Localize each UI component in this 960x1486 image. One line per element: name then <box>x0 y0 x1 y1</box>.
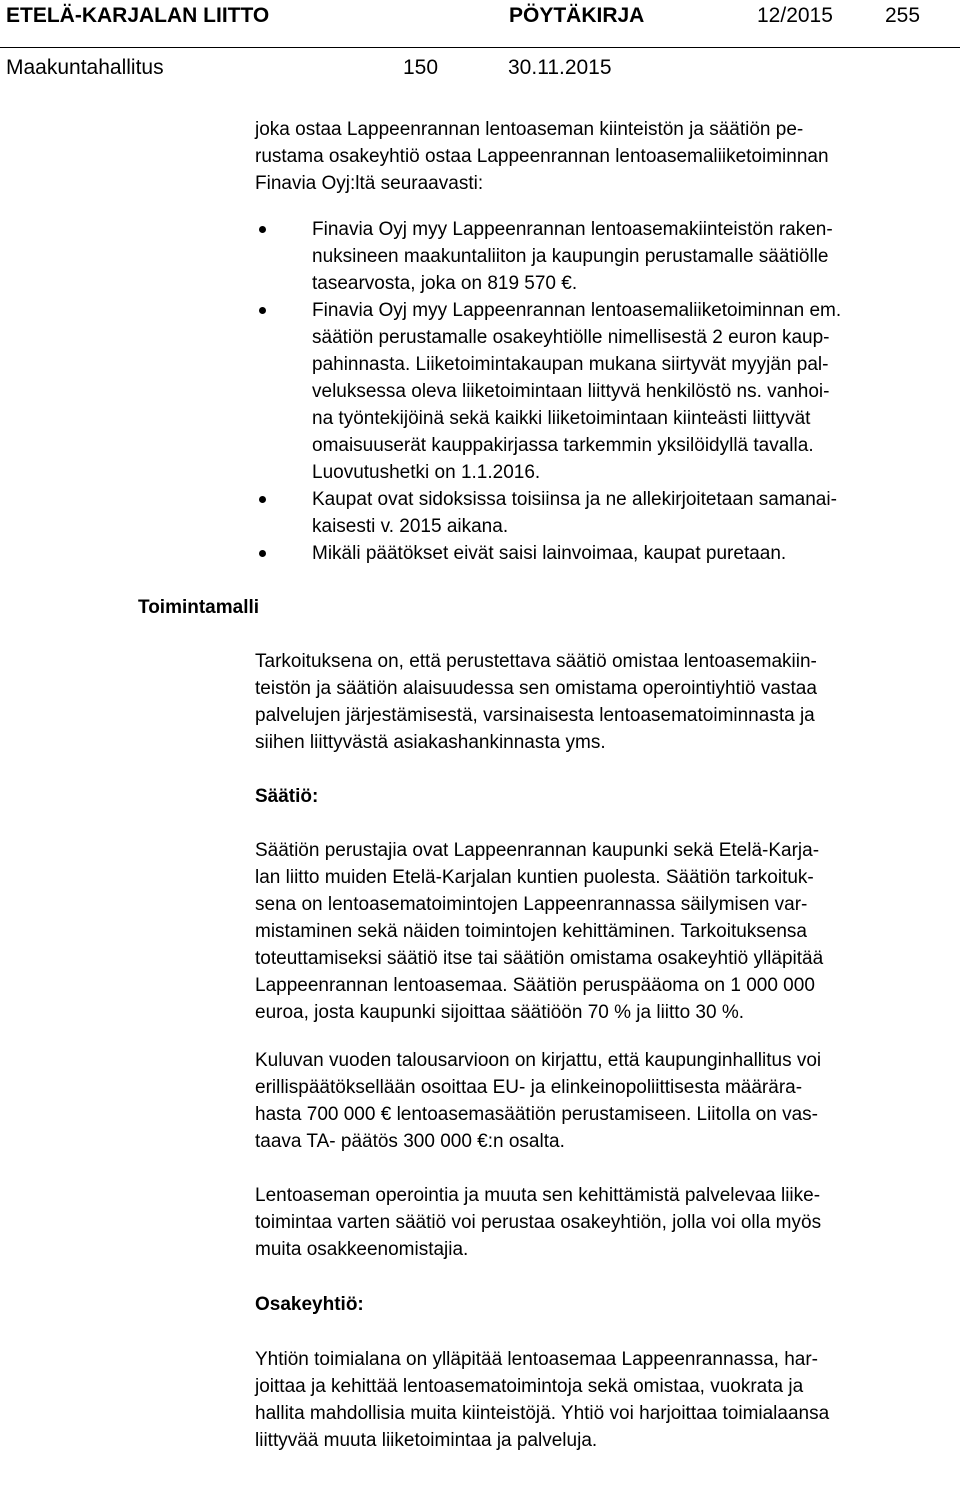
meeting-date: 30.11.2015 <box>508 56 612 79</box>
page-number: 255 <box>885 4 921 27</box>
bullet-item <box>312 216 952 297</box>
text-line: Finavia Oyj myy Lappeenrannan lentoasemakiinteistön raken- <box>312 219 833 240</box>
text-line: mistaminen sekä näiden toimintojen kehittäminen. Tarkoituksensa <box>255 921 808 942</box>
text-line: nuksineen maakuntaliiton ja kaupungin perustamalle säätiölle <box>312 246 829 267</box>
bullet-icon <box>259 307 266 314</box>
text-line: liittyvää muuta liiketoimintaa ja palveluja. <box>255 1430 598 1451</box>
section-heading-saatio: Säätiö: <box>255 786 319 807</box>
text-line: rustama osakeyhtiö ostaa Lappeenrannan lentoasemaliiketoiminnan <box>255 146 829 167</box>
text-line: Luovutushetki on 1.1.2016. <box>312 462 541 483</box>
text-line: pahinnasta. Liiketoimintakaupan mukana siirtyvät myyjän pal- <box>312 354 829 375</box>
document-type: PÖYTÄKIRJA <box>509 4 645 27</box>
text-line: joka ostaa Lappeenrannan lentoaseman kiinteistön ja säätiön pe- <box>255 119 804 140</box>
bullet-icon <box>259 226 266 233</box>
budget-paragraph <box>255 1047 955 1155</box>
text-line: na työntekijöinä sekä kaikki liiketoimintaan kiinteästi liittyvät <box>312 408 811 429</box>
text-line: joittaa ja kehittää lentoasematoimintoja sekä omistaa, vuokrata ja <box>255 1376 804 1397</box>
text-line: siihen liittyvästä asiakashankinnasta yms. <box>255 732 606 753</box>
text-line: Yhtiön toimialana on ylläpitää lentoasemaa Lappeenrannassa, har- <box>255 1349 818 1370</box>
operating-company-paragraph <box>255 1182 955 1263</box>
text-line: euroa, josta kaupunki sijoittaa säätiöön 70 % ja liitto 30 %. <box>255 1002 745 1023</box>
text-line: sena on lentoasematoimintojen Lappeenrannassa säilymisen var- <box>255 894 808 915</box>
text-line: omaisuuserät kauppakirjassa tarkemmin yksilöidyllä tavalla. <box>312 435 814 456</box>
text-line: erillispäätöksellään osoittaa EU- ja elinkeinopoliittisesta määrära- <box>255 1077 803 1098</box>
text-line: Lentoaseman operointia ja muuta sen kehittämistä palvelevaa liike- <box>255 1185 821 1206</box>
text-line: Kuluvan vuoden talousarvioon on kirjattu, että kaupunginhallitus voi <box>255 1050 822 1071</box>
organization-name: ETELÄ-KARJALAN LIITTO <box>6 4 270 27</box>
text-line: teistön ja säätiön alaisuudessa sen omistama operointiyhtiö vastaa <box>255 678 817 699</box>
osakeyhtio-paragraph <box>255 1346 955 1454</box>
bullet-icon <box>259 550 266 557</box>
text-line: Mikäli päätökset eivät saisi lainvoimaa, kaupat puretaan. <box>312 543 787 564</box>
saatio-paragraph <box>255 837 955 1026</box>
header-divider <box>0 47 960 48</box>
text-line: hasta 700 000 € lentoasemasäätiön perustamiseen. Liitolla on vas- <box>255 1104 818 1125</box>
text-line: Finavia Oyj myy Lappeenrannan lentoasemaliiketoiminnan em. <box>312 300 842 321</box>
governing-body: Maakuntahallitus <box>6 56 164 79</box>
text-line: lan liitto muiden Etelä-Karjalan kuntien puolesta. Säätiön tarkoituk- <box>255 867 814 888</box>
text-line: Säätiön perustajia ovat Lappeenrannan kaupunki sekä Etelä-Karja- <box>255 840 820 861</box>
toimintamalli-paragraph <box>255 648 955 756</box>
section-heading-osakeyhtio: Osakeyhtiö: <box>255 1294 364 1315</box>
text-line: Tarkoituksena on, että perustettava säätiö omistaa lentoasemakiin- <box>255 651 817 672</box>
text-line: palvelujen järjestämisestä, varsinaisesta lentoasematoiminnasta ja <box>255 705 815 726</box>
side-heading-toimintamalli: Toimintamalli <box>138 597 260 618</box>
text-line: toteuttamiseksi säätiö itse tai säätiön omistama osakeyhtiö ylläpitää <box>255 948 824 969</box>
bullet-item <box>312 297 952 486</box>
text-line: Lappeenrannan lentoasemaa. Säätiön peruspääoma on 1 000 000 <box>255 975 815 996</box>
text-line: taava TA- päätös 300 000 €:n osalta. <box>255 1131 565 1152</box>
text-line: muita osakkeenomistajia. <box>255 1239 469 1260</box>
text-line: veluksessa oleva liiketoimintaan liittyvä henkilöstö ns. vanhoi- <box>312 381 830 402</box>
text-line: hallita mahdollisia muita kiinteistöjä. Yhtiö voi harjoittaa toimialaansa <box>255 1403 830 1424</box>
bullet-icon <box>259 496 266 503</box>
item-number: 150 <box>403 56 439 79</box>
text-line: Finavia Oyj:ltä seuraavasti: <box>255 173 484 194</box>
terms-bullet-list <box>312 216 952 567</box>
bullet-item <box>312 540 952 567</box>
text-line: Kaupat ovat sidoksissa toisiinsa ja ne allekirjoitetaan samanai- <box>312 489 837 510</box>
text-line: toimintaa varten säätiö voi perustaa osakeyhtiön, jolla voi olla myös <box>255 1212 822 1233</box>
text-line: säätiön perustamalle osakeyhtiölle nimellisestä 2 euron kaup- <box>312 327 830 348</box>
bullet-item <box>312 486 952 540</box>
intro-paragraph <box>255 116 955 197</box>
document-number: 12/2015 <box>757 4 833 27</box>
text-line: kaisesti v. 2015 aikana. <box>312 516 509 537</box>
text-line: tasearvosta, joka on 819 570 €. <box>312 273 578 294</box>
